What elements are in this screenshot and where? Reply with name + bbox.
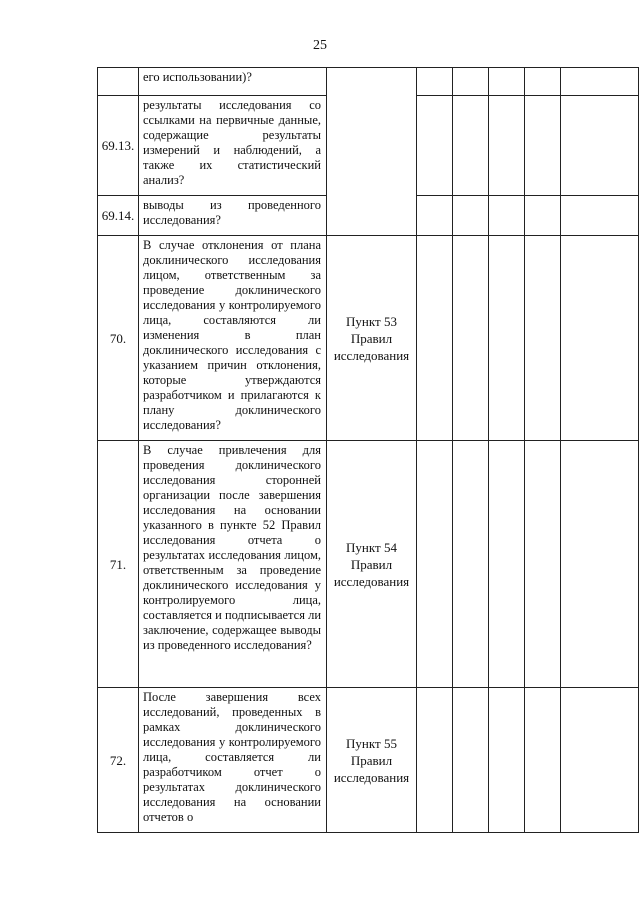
- comment-cell[interactable]: [561, 68, 639, 96]
- answer-cell[interactable]: [525, 68, 561, 96]
- row-question: его использовании)?: [139, 68, 327, 96]
- answer-cell[interactable]: [525, 196, 561, 236]
- answer-cell[interactable]: [489, 68, 525, 96]
- answer-cell[interactable]: [453, 196, 489, 236]
- page-number: 25: [313, 38, 327, 53]
- row-question: выводы из проведенного исследования?: [139, 196, 327, 236]
- answer-cell[interactable]: [489, 441, 525, 688]
- table-row: [98, 688, 639, 833]
- comment-cell[interactable]: [561, 236, 639, 441]
- answer-cell[interactable]: [525, 236, 561, 441]
- answer-cell[interactable]: [489, 236, 525, 441]
- answer-cell[interactable]: [489, 688, 525, 833]
- row-question: результаты исследования со ссылками на первичные данные, содержащие результаты измерений и наблюдений, а также их статистический анализ?: [139, 96, 327, 196]
- row-number: 70.: [98, 236, 139, 441]
- row-number: [98, 68, 139, 96]
- row-reference: Пункт 53 Правил исследования: [327, 236, 417, 441]
- checklist-table: [97, 67, 639, 833]
- comment-cell[interactable]: [561, 688, 639, 833]
- row-number: 72.: [98, 688, 139, 833]
- row-question: В случае отклонения от плана доклинического исследования лицом, ответственным за проведение доклинического исследования у контролируемого лица, составляются ли изменения в план доклинического исследования с указанием причин отклонения, которые утверждаются разработчиком и прилагаются к плану доклинического исследования?: [139, 236, 327, 441]
- table-row: [98, 441, 639, 688]
- row-reference: [327, 68, 417, 236]
- row-number: 69.13.: [98, 96, 139, 196]
- answer-cell[interactable]: [417, 96, 453, 196]
- answer-cell[interactable]: [525, 688, 561, 833]
- answer-cell[interactable]: [525, 441, 561, 688]
- answer-cell[interactable]: [453, 441, 489, 688]
- answer-cell[interactable]: [489, 196, 525, 236]
- row-reference: Пункт 54 Правил исследования: [327, 441, 417, 688]
- answer-cell[interactable]: [453, 96, 489, 196]
- answer-cell[interactable]: [453, 688, 489, 833]
- answer-cell[interactable]: [525, 96, 561, 196]
- comment-cell[interactable]: [561, 196, 639, 236]
- answer-cell[interactable]: [453, 68, 489, 96]
- row-number: 69.14.: [98, 196, 139, 236]
- answer-cell[interactable]: [417, 688, 453, 833]
- row-number: 71.: [98, 441, 139, 688]
- table-row: [98, 236, 639, 441]
- answer-cell[interactable]: [417, 196, 453, 236]
- row-question: В случае привлечения для проведения доклинического исследования сторонней организации после завершения исследования на основании указанного в пункте 52 Правил исследования отчета о результатах исследования лицом, ответственным за проведение доклинического исследования у контролируемого лица, составляется и подписывается ли заключение, содержащее выводы из проведенного исследования?: [139, 441, 327, 688]
- answer-cell[interactable]: [489, 96, 525, 196]
- row-question: После завершения всех исследований, проведенных в рамках доклинического исследования у контролируемого лица, составляется ли разработчиком отчет о результатах доклинического исследования на основании отчетов о: [139, 688, 327, 833]
- comment-cell[interactable]: [561, 441, 639, 688]
- row-reference: Пункт 55 Правил исследования: [327, 688, 417, 833]
- answer-cell[interactable]: [417, 236, 453, 441]
- answer-cell[interactable]: [417, 68, 453, 96]
- answer-cell[interactable]: [453, 236, 489, 441]
- answer-cell[interactable]: [417, 441, 453, 688]
- table-row: [98, 68, 639, 96]
- comment-cell[interactable]: [561, 96, 639, 196]
